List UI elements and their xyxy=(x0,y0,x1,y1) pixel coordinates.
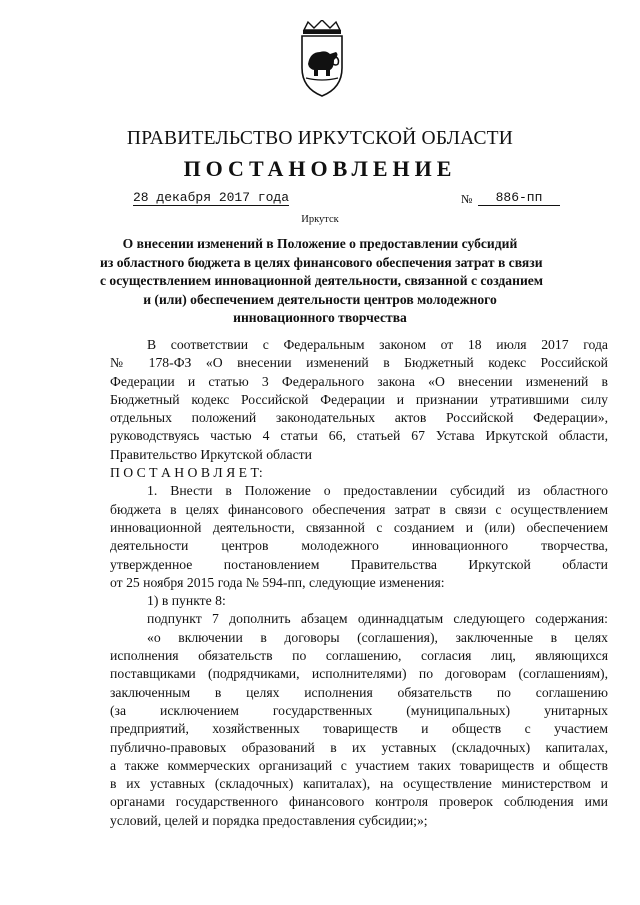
resolution-title xyxy=(100,235,544,328)
body-line: В соответствии с Федеральным законом от 18 июля 2017 года xyxy=(147,337,608,352)
body-line: в их уставных (складочных) капиталах), на осуществление министерством и xyxy=(110,776,608,792)
body-line: поставщиками (подрядчиками, исполнителями) по договорам (соглашениям), xyxy=(110,666,608,682)
irkutsk-coat-of-arms-icon xyxy=(296,20,348,98)
body-line: от 25 ноября 2015 года № 594-пп, следующие изменения: xyxy=(110,574,445,590)
body-line: Бюджетный кодекс Российской Федерации и признании утратившими силу xyxy=(110,391,608,407)
body-line: а также коммерческих организаций с участием таких товариществ и обществ xyxy=(110,757,608,773)
body-line: Правительство Иркутской области xyxy=(110,446,312,462)
body-line: № 178-ФЗ «О внесении изменений в Бюджетный кодекс Российской xyxy=(110,355,608,371)
number-label: № xyxy=(461,192,473,206)
issuing-authority: ПРАВИТЕЛЬСТВО ИРКУТСКОЙ ОБЛАСТИ xyxy=(126,128,514,149)
body-line: органами государственного финансового контроля проверок соблюдения ими xyxy=(110,794,608,810)
body-line: (за исключением государственных (муниципальных) унитарных xyxy=(110,702,608,718)
body-line: подпункт 7 дополнить абзацем одиннадцатым следующего содержания: xyxy=(147,611,608,627)
body-line: условий, целей и порядка предоставления субсидии;»; xyxy=(110,812,428,828)
body-line: исполнения обязательств по соглашению, согласия лиц, являющихся xyxy=(110,648,608,664)
title-line: с осуществлением инновационной деятельности, связанной с созданием xyxy=(100,273,544,288)
body-line: «о включении в договоры (соглашения), заключенные в целях xyxy=(147,629,608,645)
body-line: деятельности центров молодежного инновационного творчества, xyxy=(110,538,608,554)
title-line: и (или) обеспечением деятельности центров молодежного xyxy=(143,291,497,307)
body-line: публично-правовых образований в их уставных (складочных) капиталах, xyxy=(110,739,608,755)
body-line: предприятий, хозяйственных товариществ и обществ с участием xyxy=(110,721,608,737)
body-line: заключенным в целях исполнения обязательств по соглашению xyxy=(110,684,608,700)
body-line: 1) в пункте 8: xyxy=(147,593,226,609)
body-line: 1. Внести в Положение о предоставлении субсидий из областного xyxy=(147,483,608,499)
document-date xyxy=(133,190,289,206)
body-line: инновационной деятельности, связанной с созданием и (или) обеспечением xyxy=(110,519,608,535)
title-line: инновационного творчества xyxy=(233,310,407,325)
title-line: из областного бюджета в целях финансового обеспечения затрат в связи xyxy=(100,254,543,270)
body-line: бюджета в целях финансового обеспечения затрат в связи с осуществлением xyxy=(110,501,608,517)
document-type-title: ПОСТАНОВЛЕНИЕ xyxy=(183,156,457,181)
body-line: утвержденное постановлением Правительства Иркутской области xyxy=(110,556,608,572)
date-value: 28 декабря 2017 года xyxy=(133,190,290,205)
resolves-heading: П О С Т А Н О В Л Я Е Т: xyxy=(110,465,263,481)
resolution-body xyxy=(110,336,608,830)
body-line: руководствуясь частью 4 статьи 66, статьей 67 Устава Иркутской области, xyxy=(110,428,608,444)
body-line: отдельных положений законодательных актов Российской Федерации», xyxy=(110,410,608,426)
place-of-issue: Иркутск xyxy=(301,214,339,225)
title-line: О внесении изменений в Положение о предоставлении субсидий xyxy=(122,236,518,251)
body-line: Федерации и статью 3 Федерального закона «О внесении изменений в xyxy=(110,373,608,389)
document-number: 886-пп xyxy=(478,190,560,206)
